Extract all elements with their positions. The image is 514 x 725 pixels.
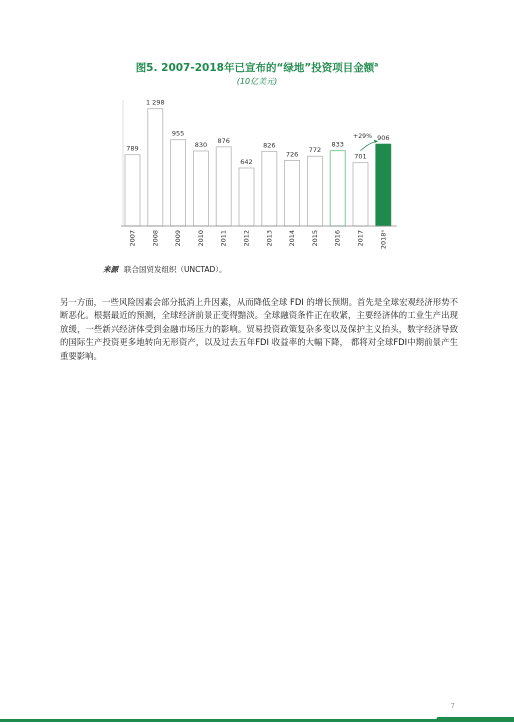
- growth-annotation: +29%: [353, 133, 372, 141]
- footer-accent: [435, 717, 514, 722]
- bar-2009: [171, 140, 186, 226]
- figure-title-superscript: a: [374, 61, 379, 69]
- value-label-2010: 830: [194, 140, 208, 149]
- source-text: 联合国贸发组织（UNCTAD）。: [124, 265, 227, 274]
- bar-2013: [262, 151, 277, 226]
- bar-2007: [125, 155, 140, 226]
- value-label-2014: 726: [285, 150, 299, 159]
- page-number: 7: [450, 702, 455, 710]
- bar-2015: [307, 156, 322, 226]
- bar-2018ᵃ: [376, 144, 391, 226]
- x-tick-label-2007: 2007: [128, 230, 137, 247]
- x-tick-label-2017: 2017: [356, 230, 365, 247]
- bar-2011: [216, 147, 231, 226]
- value-label-2007: 789: [126, 144, 139, 153]
- body-paragraph: 另一方面，一些风险因素会部分抵消上升因素，从而降低全球 FDI 的增长预期。首先是全球宏观经济形势不断恶化。根据最近的预测，全球经济前景正变得黯淡。全球融资条件正在收紧，主要经济体的工业生产出现放缓，一些新兴经济体受到金融市场压力的影响。贸易投资政策复杂多变以及保护主义抬头，数字经济导致的国际生产投资更多地转向无形资产，以及过去五年FDI 收益率的大幅下降， 都将对全球FDI中期前景产生重要影响。: [60, 297, 458, 361]
- x-tick-label-2010: 2010: [196, 230, 205, 247]
- bar-2010: [193, 151, 208, 226]
- bar-2016: [330, 151, 345, 226]
- value-label-2012: 642: [240, 157, 253, 166]
- bar-2017: [353, 163, 368, 226]
- x-tick-label-2009: 2009: [174, 230, 183, 247]
- value-label-2009: 955: [171, 129, 185, 138]
- x-tick-label-2018ᵃ: 2018ᵃ: [379, 230, 388, 250]
- source-label: 来源: [103, 265, 118, 274]
- source-note: [103, 264, 227, 275]
- bar-2012: [239, 168, 254, 226]
- value-label-2017: 701: [354, 152, 367, 161]
- x-tick-label-2008: 2008: [151, 230, 160, 247]
- figure-title: [0, 60, 514, 75]
- value-label-2013: 826: [263, 141, 276, 150]
- x-tick-label-2013: 2013: [265, 230, 274, 247]
- x-tick-label-2016: 2016: [333, 230, 342, 247]
- figure-title-text: 图5. 2007-2018年已宣布的“绿地”投资项目金额: [135, 62, 375, 74]
- bar-2008: [148, 109, 163, 226]
- value-label-2015: 772: [308, 146, 322, 155]
- bar-2014: [285, 160, 300, 226]
- x-tick-label-2015: 2015: [310, 230, 319, 247]
- value-label-2018ᵃ: 906: [377, 134, 390, 143]
- x-tick-label-2011: 2011: [219, 230, 228, 247]
- value-label-2008: 1 298: [145, 98, 165, 107]
- x-tick-label-2014: 2014: [288, 230, 297, 247]
- value-label-2011: 876: [217, 136, 230, 145]
- x-tick-label-2012: 2012: [242, 230, 251, 247]
- figure-subtitle: (10亿美元): [236, 77, 278, 86]
- value-label-2016: 833: [331, 140, 344, 149]
- bar-chart: [100, 92, 400, 262]
